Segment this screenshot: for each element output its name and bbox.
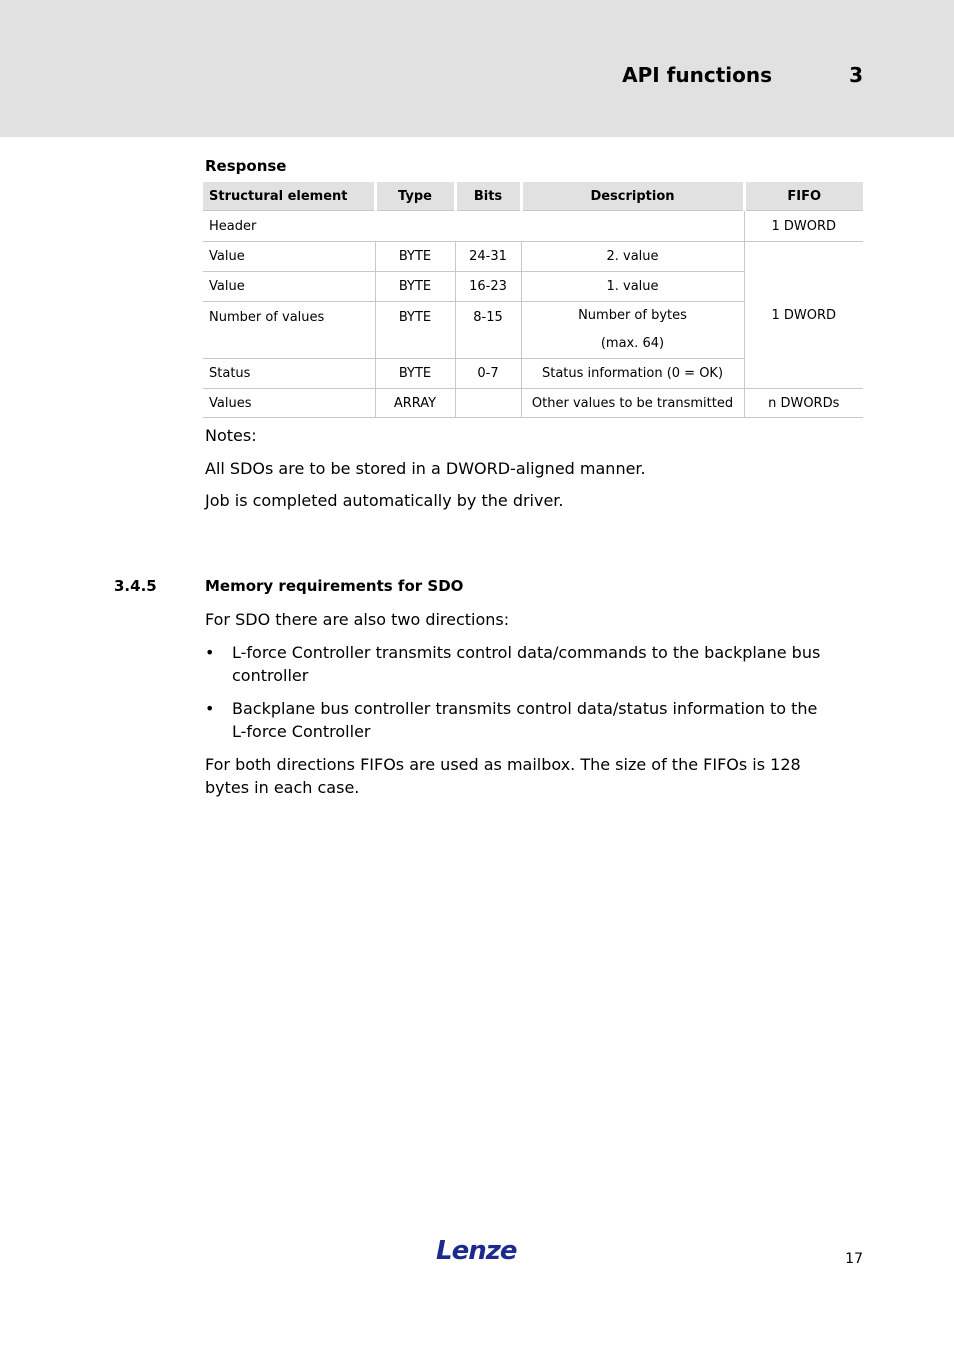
table-cell: BYTE	[375, 272, 455, 302]
table-cell: Other values to be transmitted	[521, 389, 744, 418]
table-cell: Value	[203, 272, 375, 302]
section-number: 3.4.5	[114, 577, 157, 595]
table-cell: 8-15	[455, 302, 521, 359]
table-cell: n DWORDs	[744, 389, 863, 418]
table-cell: Status	[203, 359, 375, 389]
description-line: Number of bytes	[578, 308, 687, 323]
table-cell: Header	[203, 211, 744, 242]
table-cell: 1. value	[521, 272, 744, 302]
column-header: Type	[375, 182, 455, 211]
table-cell: Values	[203, 389, 375, 418]
table-cell: Value	[203, 242, 375, 272]
bullet-icon: •	[205, 699, 215, 718]
page-number: 17	[845, 1251, 863, 1267]
closing-paragraph: For both directions FIFOs are used as mailbox. The size of the FIFOs is 128 bytes in each case.	[205, 755, 801, 797]
note-line: All SDOs are to be stored in a DWORD-aligned manner.	[205, 459, 646, 478]
section-intro: For SDO there are also two directions:	[205, 610, 510, 629]
response-heading: Response	[205, 157, 287, 175]
lenze-logo: Lenze	[436, 1236, 517, 1266]
table-cell: 1 DWORD	[744, 242, 863, 389]
column-header: Bits	[455, 182, 521, 211]
table-cell: BYTE	[375, 242, 455, 272]
table-cell: ARRAY	[375, 389, 455, 418]
header-band	[0, 0, 954, 137]
response-table	[203, 182, 863, 418]
bullet-text: L-force Controller transmits control data/commands to the backplane bus controller	[232, 643, 821, 685]
table-cell: 24-31	[455, 242, 521, 272]
chapter-number: 3	[849, 63, 863, 87]
table-header-row	[203, 182, 863, 211]
table-cell: 0-7	[455, 359, 521, 389]
table-row	[203, 242, 863, 272]
table-cell: BYTE	[375, 302, 455, 359]
column-header: Description	[521, 182, 744, 211]
table-cell: 16-23	[455, 272, 521, 302]
note-line: Job is completed automatically by the driver.	[205, 491, 564, 510]
column-header: Structural element	[203, 182, 375, 211]
table-cell	[455, 389, 521, 418]
table-cell: 2. value	[521, 242, 744, 272]
chapter-title: API functions	[622, 63, 772, 87]
table-cell: BYTE	[375, 359, 455, 389]
bullet-icon: •	[205, 643, 215, 662]
table-cell: Number of values	[203, 302, 375, 359]
column-header: FIFO	[744, 182, 863, 211]
table-row	[203, 211, 863, 242]
table-cell	[521, 302, 744, 359]
table-row	[203, 389, 863, 418]
notes-label: Notes:	[205, 426, 257, 445]
description-line: (max. 64)	[600, 336, 665, 351]
section-title: Memory requirements for SDO	[205, 577, 464, 595]
bullet-text: Backplane bus controller transmits control data/status information to the L-force Controller	[232, 699, 818, 741]
table-cell: Status information (0 = OK)	[521, 359, 744, 389]
table-cell: 1 DWORD	[744, 211, 863, 242]
